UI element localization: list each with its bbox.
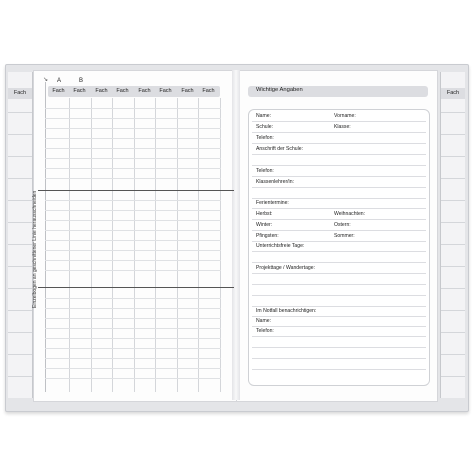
cut-line xyxy=(38,287,234,288)
label-emergency-phone: Telefon: xyxy=(256,328,274,334)
left-cover-flap xyxy=(8,72,33,398)
right-flap-label: Fach xyxy=(446,90,460,96)
cut-line xyxy=(38,190,234,191)
label-emergency: Im Notfall benachrichtigen: xyxy=(256,308,317,314)
column-header-fach: Fach xyxy=(73,88,86,94)
label-herbst: Herbst: xyxy=(256,211,273,217)
column-header-fach: Fach xyxy=(181,88,194,94)
label-days-off: Unterrichtsfreie Tage: xyxy=(256,243,305,249)
left-flap-label: Fach xyxy=(13,90,27,96)
label-schule: Schule: xyxy=(256,124,273,130)
column-header-fach: Fach xyxy=(138,88,151,94)
cut-instruction-text: Einzelbogen an geschnittener Linie herausschneiden xyxy=(32,190,38,308)
label-class-teacher: Klassenlehrer/in: xyxy=(256,179,294,185)
column-header-fach: Fach xyxy=(52,88,65,94)
label-winter: Winter: xyxy=(256,222,273,228)
column-letter-a: A xyxy=(57,78,62,84)
book-spine xyxy=(232,70,240,400)
label-sommer: Sommer: xyxy=(334,233,355,239)
column-header-fach: Fach xyxy=(116,88,129,94)
label-name: Name: xyxy=(256,113,272,119)
right-cover-flap xyxy=(440,72,465,398)
label-pfingsten: Pfingsten: xyxy=(256,233,279,239)
corner-arrow-icon: ↘ xyxy=(43,77,49,83)
column-header-fach: Fach xyxy=(159,88,172,94)
label-ostern: Ostern: xyxy=(334,222,351,228)
label-school-address: Anschrift der Schule: xyxy=(256,146,303,152)
left-page xyxy=(33,70,237,402)
label-project-days: Projekttage / Wandertage: xyxy=(256,265,315,271)
left-flap-header xyxy=(8,88,32,99)
label-holidays: Ferientermine: xyxy=(256,200,289,206)
label-weihnachten: Weihnachten: xyxy=(334,211,366,217)
right-flap-header xyxy=(441,88,465,99)
important-info-title: Wichtige Angaben xyxy=(256,87,303,93)
column-header-fach: Fach xyxy=(95,88,108,94)
label-telefon: Telefon: xyxy=(256,135,274,141)
label-vorname: Vorname: xyxy=(334,113,356,119)
column-header-fach: Fach xyxy=(202,88,215,94)
column-letter-b: B xyxy=(79,78,84,84)
label-klasse: Klasse: xyxy=(334,124,351,130)
label-telefon: Telefon: xyxy=(256,168,274,174)
label-emergency-name: Name: xyxy=(256,318,272,324)
